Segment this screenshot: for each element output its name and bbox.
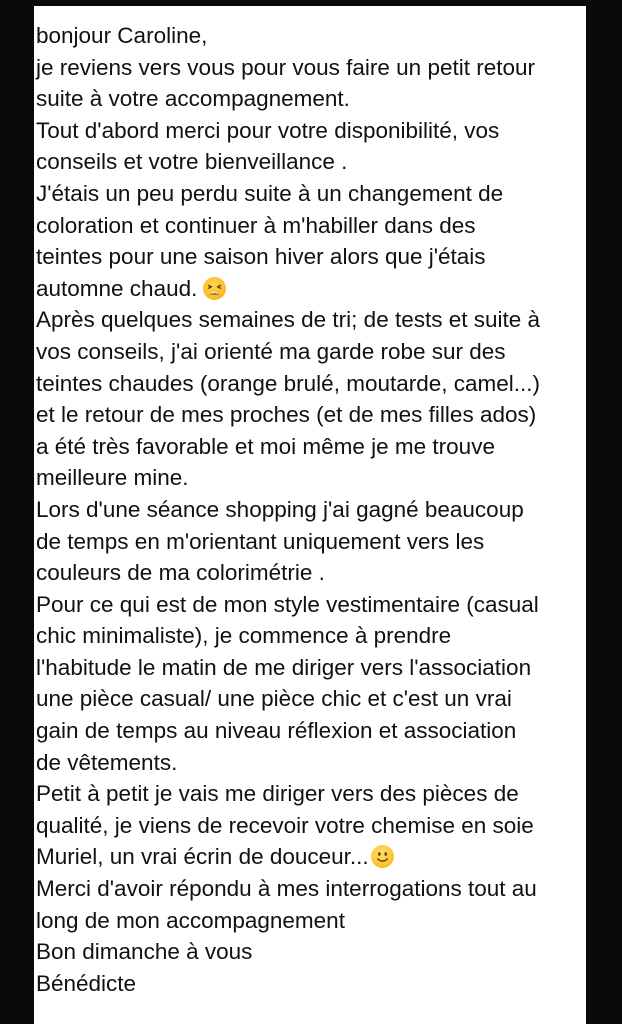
message-line-with-emoji <box>36 841 584 873</box>
message-line-with-emoji <box>36 273 584 305</box>
message-line: meilleure mine. <box>36 465 189 491</box>
message-line: Merci d'avoir répondu à mes interrogations tout au <box>36 876 537 902</box>
message-line: Bon dimanche à vous <box>36 939 253 965</box>
message-line: chic minimaliste), je commence à prendre <box>36 623 452 649</box>
message-line-text: automne chaud. <box>36 275 198 301</box>
message-line: gain de temps au niveau réflexion et association <box>36 718 517 744</box>
message-line: teintes pour une saison hiver alors que j'étais <box>36 244 486 270</box>
message-line: Pour ce qui est de mon style vestimentaire (casual <box>36 591 539 617</box>
message-line-text: Muriel, un vrai écrin de douceur... <box>36 844 369 870</box>
message-line: de vêtements. <box>36 749 178 775</box>
message-body <box>36 20 584 999</box>
message-signature: Bénédicte <box>36 970 137 996</box>
message-line: une pièce casual/ une pièce chic et c'est un vrai <box>36 686 512 712</box>
message-line: couleurs de ma colorimétrie . <box>36 560 325 586</box>
message-line: et le retour de mes proches (et de mes filles ados) <box>36 402 537 428</box>
message-line: suite à votre accompagnement. <box>36 86 350 112</box>
message-line: Tout d'abord merci pour votre disponibilité, vos <box>36 117 500 143</box>
message-line: Petit à petit je vais me diriger vers des pièces de <box>36 781 519 807</box>
message-line: coloration et continuer à m'habiller dans des <box>36 212 476 238</box>
message-line: de temps en m'orientant uniquement vers les <box>36 528 485 554</box>
message-line: a été très favorable et moi même je me trouve <box>36 433 495 459</box>
message-line: J'étais un peu perdu suite à un changement de <box>36 180 504 206</box>
tired-face-icon <box>203 277 226 300</box>
slightly-smiling-face-icon <box>371 845 394 868</box>
message-line: Après quelques semaines de tri; de tests et suite à <box>36 307 541 333</box>
message-line: l'habitude le matin de me diriger vers l'association <box>36 654 532 680</box>
message-line: teintes chaudes (orange brulé, moutarde, camel...) <box>36 370 541 396</box>
message-line: je reviens vers vous pour vous faire un petit retour <box>36 54 535 80</box>
message-line: Lors d'une séance shopping j'ai gagné beaucoup <box>36 496 524 522</box>
message-line: qualité, je viens de recevoir votre chemise en soie <box>36 812 534 838</box>
message-line: long de mon accompagnement <box>36 907 345 933</box>
message-line: conseils et votre bienveillance . <box>36 149 348 175</box>
message-page <box>34 6 586 1024</box>
message-line: vos conseils, j'ai orienté ma garde robe sur des <box>36 338 506 364</box>
message-line: bonjour Caroline, <box>36 23 208 48</box>
